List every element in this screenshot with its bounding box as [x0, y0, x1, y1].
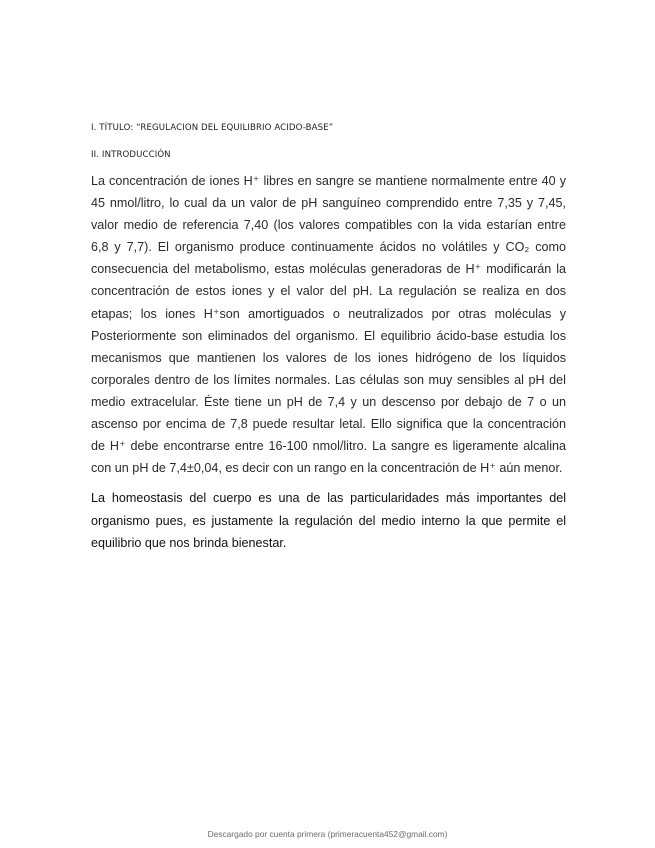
introduction-heading: II. INTRODUCCIÓN [91, 150, 171, 160]
paragraph-line: Posteriormente son eliminados del organismo. El equilibrio ácido-base estudia los [91, 328, 566, 343]
paragraph-line: valor medio de referencia 7,40 (los valores compatibles con la vida estarían entre [91, 218, 566, 233]
paragraph-line: con un pH de 7,4±0,04, es decir con un rango en la concentración de H⁺ aún menor. [91, 461, 563, 476]
paragraph-line: La homeostasis del cuerpo es una de las particularidades más importantes del [91, 491, 566, 505]
paragraph-line: equilibrio que nos brinda bienestar. [91, 536, 287, 551]
paragraph-line: La concentración de iones H⁺ libres en sangre se mantiene normalmente entre 40 y [91, 174, 566, 188]
title-heading: I. TÍTULO: “REGULACION DEL EQUILIBRIO ACIDO-BASE” [91, 123, 334, 133]
paragraph-line: de H⁺ debe encontrarse entre 16-100 nmol/litro. La sangre es ligeramente alcalina [91, 439, 566, 454]
paragraph-line: 45 nmol/litro, lo cual da un valor de pH sanguíneo comprendido entre 7,35 y 7,45, [91, 196, 566, 211]
introduction-paragraph [91, 170, 566, 479]
paragraph-line: mecanismos que mantienen los valores de los iones hidrógeno de los líquidos [91, 350, 566, 365]
paragraph-line: concentración de estos iones y el valor del pH. La regulación se realiza en dos [91, 284, 566, 299]
paragraph-line: organismo pues, es justamente la regulación del medio interno la que permite el [91, 513, 566, 528]
paragraph-line: corporales dentro de los límites normales. Las células son muy sensibles al pH del [91, 372, 566, 387]
download-footer: Descargado por cuenta primera (primeracuenta452@gmail.com) [207, 829, 448, 839]
homeostasis-paragraph [91, 487, 566, 555]
paragraph-line: medio extracelular. Éste tiene un pH de 7,4 y un descenso por debajo de 7 o un [91, 394, 566, 409]
paragraph-line: etapas; los iones H⁺son amortiguados o neutralizados por otras moléculas y [91, 306, 566, 321]
paragraph-line: consecuencia del metabolismo, estas moléculas generadoras de H⁺ modificarán la [91, 262, 566, 277]
paragraph-line: ascenso por encima de 7,8 puede resultar letal. Ello significa que la concentración [91, 417, 566, 432]
paragraph-line: 6,8 y 7,7). El organismo produce continuamente ácidos no volátiles y CO₂ como [91, 240, 566, 255]
